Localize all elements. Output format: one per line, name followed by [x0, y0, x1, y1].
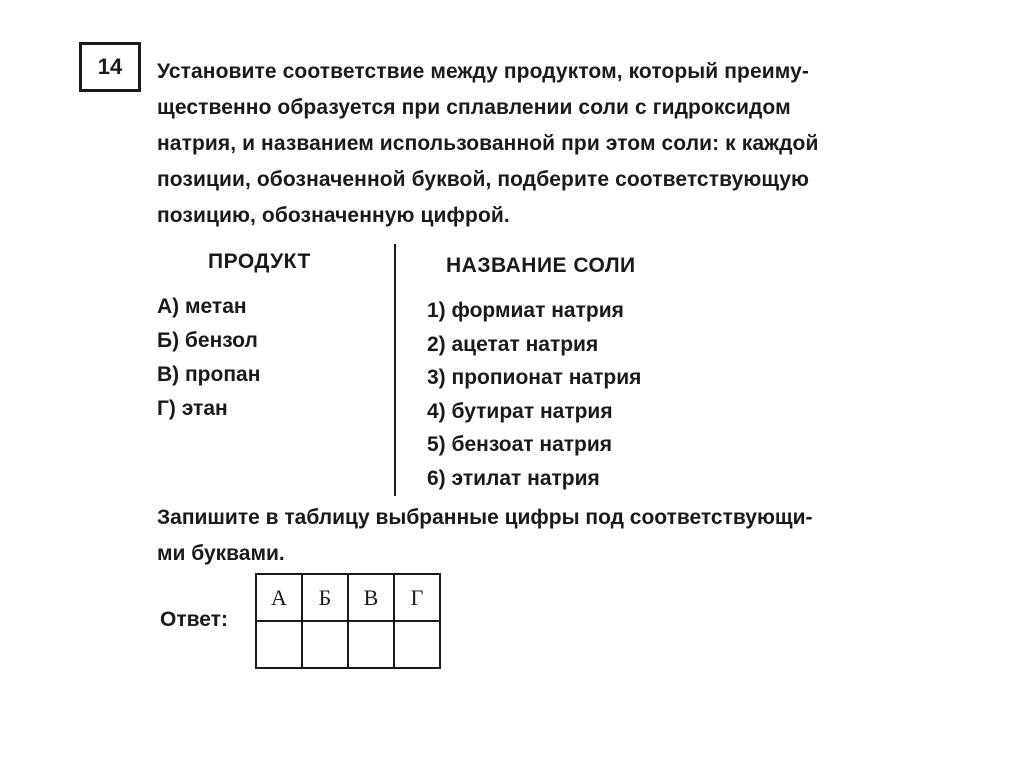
instruction-line: ми буквами. [157, 542, 285, 565]
answer-instruction [157, 500, 897, 572]
answer-value-row [256, 621, 440, 668]
answer-header-row [256, 574, 440, 621]
task-statement [157, 54, 897, 234]
answer-table [255, 573, 441, 669]
task-statement-line: натрия, и названием использованной при этом соли: к каждой [157, 132, 819, 155]
product-item: В) пропан [157, 363, 261, 386]
task-statement-line: позицию, обозначенную цифрой. [157, 204, 510, 227]
answer-letter-g: Г [394, 574, 440, 621]
answer-letter-a: А [256, 574, 302, 621]
instruction-line: Запишите в таблицу выбранные цифры под соответствующи- [157, 506, 813, 529]
salt-item: 1) формиат натрия [427, 299, 624, 322]
answer-letter-b: Б [302, 574, 348, 621]
answer-letter-v: В [348, 574, 394, 621]
salt-item: 5) бензоат натрия [427, 433, 613, 456]
salt-item: 3) пропионат натрия [427, 366, 642, 389]
salt-item: 4) бутират натрия [427, 399, 613, 423]
task-statement-line: щественно образуется при сплавлении соли с гидроксидом [157, 96, 791, 119]
product-list [157, 290, 260, 426]
salt-item: 2) ацетат натрия [427, 332, 599, 356]
task-statement-line: позиции, обозначенной буквой, подберите соответствующую [157, 168, 810, 191]
answer-cell-g[interactable] [394, 621, 440, 668]
salt-column-header: НАЗВАНИЕ СОЛИ [446, 254, 636, 277]
salt-list [427, 294, 641, 495]
answer-label: Ответ: [160, 608, 228, 631]
salt-item: 6) этилат натрия [427, 466, 600, 490]
task-number: 14 [97, 54, 123, 79]
product-item: Г) этан [157, 397, 228, 420]
task-statement-line: Установите соответствие между продуктом, который преиму- [157, 60, 809, 83]
product-item: Б) бензол [157, 329, 258, 352]
product-item: А) метан [157, 295, 247, 318]
task-number-box [79, 42, 141, 92]
column-divider [394, 244, 396, 496]
answer-cell-b[interactable] [302, 621, 348, 668]
answer-cell-a[interactable] [256, 621, 302, 668]
answer-cell-v[interactable] [348, 621, 394, 668]
product-column-header: ПРОДУКТ [208, 250, 311, 273]
